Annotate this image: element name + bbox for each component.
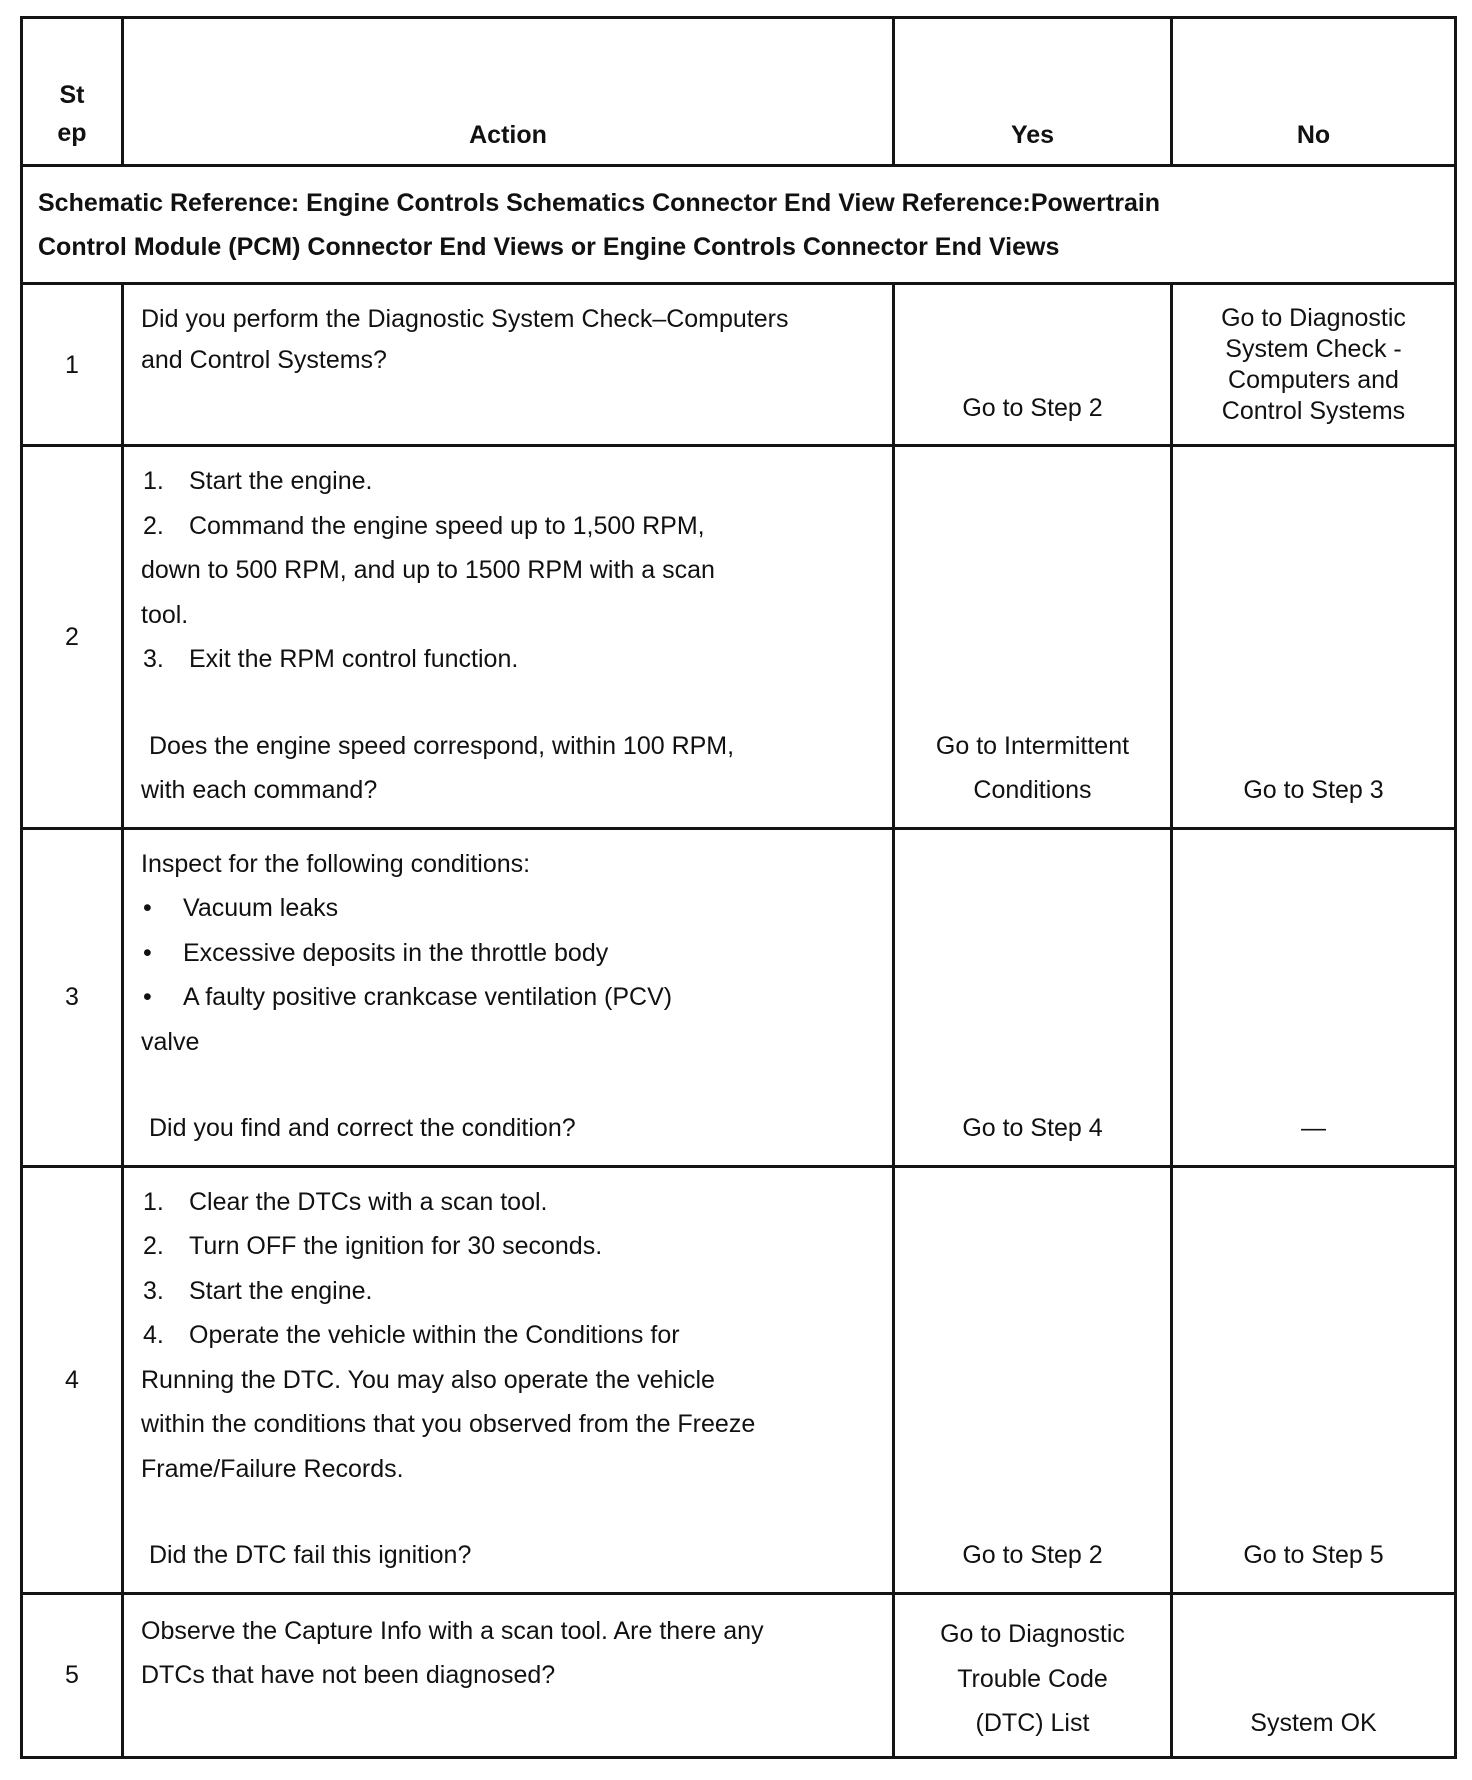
yes-cell: Go to Step 2	[894, 1166, 1172, 1593]
step-number: 3	[22, 828, 123, 1166]
bullet-icon: •	[143, 894, 152, 922]
schematic-reference-line: Control Module (PCM) Connector End Views or Engine Controls Connector End Views	[38, 232, 1060, 261]
schematic-reference	[22, 166, 1456, 284]
action-cell: Did you perform the Diagnostic System Check–Computers and Control Systems?	[123, 284, 894, 446]
no-cell: Go to Diagnostic System Check - Computers and Control Systems	[1172, 284, 1456, 446]
no-column-header: No	[1172, 18, 1456, 166]
no-cell: Go to Step 5	[1172, 1166, 1456, 1593]
action-cell: 1. Start the engine. 2. Command the engine speed up to 1,500 RPM, down to 500 RPM, and up to 1500 RPM with a scan tool. 3. Exit the RPM control function. Does the engine speed correspond, within 100 RPM, with each command?	[123, 446, 894, 829]
header-row	[22, 18, 1456, 166]
table-row	[22, 1593, 1456, 1757]
action-cell: 1. Clear the DTCs with a scan tool. 2. Turn OFF the ignition for 30 seconds. 3. Start the engine. 4. Operate the vehicle within the Conditions for Running the DTC. You may also operate the vehicle within the conditions that you observed from the Freeze Frame/Failure Records. Did the DTC fail this ignition?	[123, 1166, 894, 1593]
yes-cell: Go to Intermittent Conditions	[894, 446, 1172, 829]
no-cell: System OK	[1172, 1593, 1456, 1757]
step-number: 5	[22, 1593, 123, 1757]
step-column-header: St ep	[22, 18, 123, 166]
table-row	[22, 284, 1456, 446]
action-cell: Observe the Capture Info with a scan tool. Are there any DTCs that have not been diagnosed?	[123, 1593, 894, 1757]
table-row	[22, 446, 1456, 829]
schematic-reference-row	[22, 166, 1456, 284]
table-row	[22, 828, 1456, 1166]
yes-cell: Go to Step 4	[894, 828, 1172, 1166]
no-cell: Go to Step 3	[1172, 446, 1456, 829]
step-number: 1	[22, 284, 123, 446]
yes-cell: Go to Diagnostic Trouble Code (DTC) List	[894, 1593, 1172, 1757]
diagnostic-table	[20, 16, 1457, 1759]
step-number: 2	[22, 446, 123, 829]
schematic-reference-line: Schematic Reference: Engine Controls Schematics Connector End View Reference:Powertrain	[38, 188, 1161, 217]
action-cell: Inspect for the following conditions: • Vacuum leaks • Excessive deposits in the throttle body • A faulty positive crankcase ventilation (PCV) valve Did you find and correct the condition?	[123, 828, 894, 1166]
yes-cell: Go to Step 2	[894, 284, 1172, 446]
yes-column-header: Yes	[894, 18, 1172, 166]
action-column-header: Action	[123, 18, 894, 166]
table-row	[22, 1166, 1456, 1593]
bullet-icon: •	[143, 983, 152, 1011]
no-cell: —	[1172, 828, 1456, 1166]
bullet-icon: •	[143, 938, 152, 967]
step-number: 4	[22, 1166, 123, 1593]
